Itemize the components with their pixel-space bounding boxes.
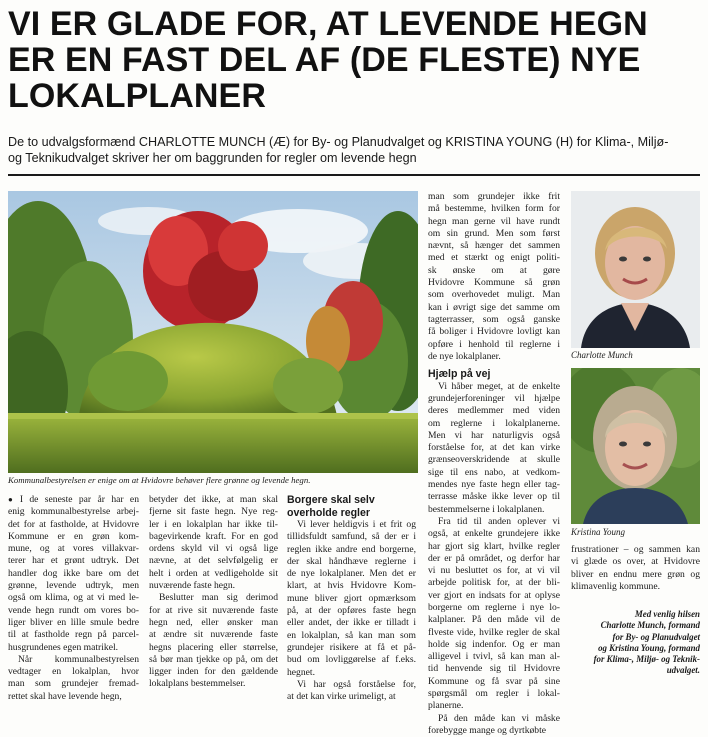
text-line: alligevel i tvivl, så kan man al-: [428, 651, 560, 663]
text-line: Når kommunalbestyrelsen: [18, 653, 139, 665]
text-line: Hvidovre Kommune så grøn: [428, 277, 560, 289]
text-line: bliver en endnu mere grøn og: [571, 568, 700, 580]
text-line: hegnet.: [287, 666, 315, 678]
text-line: få boliger i Hvidovre lovligt kan: [428, 326, 560, 338]
text-line: Vi håber meget, at de enkelte: [438, 380, 560, 392]
text-line: helt i orden at vedligeholde sit: [149, 567, 278, 579]
text-line: deres medlemmer med viden: [428, 405, 560, 417]
headline-line: LOKALPLANER: [8, 77, 266, 115]
lead-line: og Teknikudvalget skriver her om baggrunden for regler om levende hegn: [8, 151, 417, 165]
text-line: tillidsfuldt samfund, så der er i: [287, 531, 416, 543]
text-line: sige til ens nabo, at vedkom-: [428, 466, 560, 478]
signoff-line: for Klima-, Miljø- og Teknik-: [593, 654, 700, 665]
text-line: ● I de seneste par år har en: [8, 494, 139, 505]
text-line: vedtager en lokalplan, hvor: [8, 666, 139, 678]
text-line: terrasse måske ikke lever op til: [428, 491, 560, 503]
signoff-line: Charlotte Munch, formand: [600, 620, 700, 631]
column-3: [287, 494, 416, 703]
text-line: på, at der opføres faste hegn: [287, 605, 416, 617]
text-line: må bestemme, hvilken form for: [428, 203, 560, 215]
text-line: til at fastholde regn på parcel-: [8, 629, 139, 641]
text-line: vi glæde os over, at Hvidovre: [571, 556, 700, 568]
text-line: borgerne om reglerne i nye lo-: [428, 602, 560, 613]
text-line: så bør man tjekke op på, om det: [149, 653, 278, 665]
signoff-line: udvalget.: [666, 665, 700, 676]
text-line: om sin grund. Men som først: [428, 227, 560, 239]
text-line: mendes nye faste hegn eller tag-: [428, 479, 560, 491]
text-line: bestemmelserne i lokalplanen.: [428, 503, 545, 515]
column-2: [149, 494, 278, 691]
signoff-line: og Kristina Young, formand: [598, 642, 700, 653]
lead-line: De to udvalgsformænd CHARLOTTE MUNCH (Æ) for By- og Planudvalget og KRISTINA YOUNG (H) for Klima-, Miljø-: [8, 135, 669, 149]
text-line: kan i øvrigt sige det samme om: [428, 301, 560, 313]
text-line: terer har et grønt udtryk. Det: [8, 555, 139, 567]
text-line: enig kommunalbestyrelse arbej-: [8, 506, 139, 518]
text-line: mune, og at vores villakvar-: [8, 543, 139, 555]
divider: [8, 174, 700, 176]
hedge-photo: [8, 191, 418, 473]
text-line: har gjort sig klart, hvilke regler: [428, 540, 560, 552]
portrait-charlotte-munch: [571, 191, 700, 348]
text-line: hegn ned, eller ønsker man: [149, 616, 278, 628]
text-line: klart, at hvis Hvidovre Kom-: [287, 580, 416, 592]
section-heading: Borgere skal selv overholde regler: [287, 494, 375, 519]
text-line: forståelse for, at det kan virke: [428, 442, 560, 454]
signoff-line: for By- og Planudvalget: [612, 631, 700, 642]
text-line: fjerne sit faste hegn. Nye reg-: [149, 506, 278, 518]
text-line: arbejde politisk for, at der bli-: [428, 577, 560, 589]
text-line: grundejerforeninger vil hjælpe: [428, 392, 560, 404]
text-line: Beslutter man sig derimod: [159, 592, 278, 604]
text-line: det for at fastholde, at Hvidovre: [8, 518, 139, 530]
headline: [8, 6, 698, 114]
text-line: eller andet, der ikke er tilladt i: [287, 617, 416, 629]
text-line: grænseoverskridende at skulle: [428, 454, 560, 466]
text-line: for at rive sit nuværende faste: [149, 604, 278, 616]
text-line: grønne, levende udtryk, men: [8, 580, 139, 592]
text-line: kalplaner. På den måde vil de: [428, 614, 560, 626]
text-line: ordens skyld vil vi også lige: [149, 543, 278, 555]
text-line: de nye lokalplaner. Men det er: [287, 568, 416, 580]
text-line: nuværende faste hegn.: [149, 580, 236, 592]
text-line: nævnt, så hænger det sammen: [428, 240, 560, 252]
text-line: ver gjort en indsats for at oplyse: [428, 589, 560, 601]
text-line: planerne.: [428, 700, 464, 712]
signoff: [582, 609, 700, 677]
text-line: handler dog ikke bare om det: [8, 567, 139, 579]
text-line: flveste vide, hvilke regler de skal: [428, 626, 560, 638]
text-line: hegns placering eller størrelse,: [149, 641, 278, 653]
text-line: Vi lever heldigvis i et frit og: [297, 519, 416, 530]
text-line: forebygge mange og dyrtkøbte: [428, 724, 547, 736]
text-line: også om klima, og at vi med le-: [8, 592, 139, 604]
text-line: som overhovedet muligt. Man: [428, 289, 560, 301]
text-line: betyder det ikke, at man skal: [149, 494, 278, 505]
text-line: ler i en lokalplan har ikke til-: [149, 518, 278, 530]
text-line: mune bliver gjort opmærksom: [287, 592, 416, 604]
text-line: Vi har også forståelse for,: [297, 678, 416, 690]
text-line: de nye lokalplaner.: [428, 350, 501, 362]
photo-caption: Kommunalbestyrelsen er enige om at Hvidovre behøver flere grønne og levende hegn.: [8, 475, 311, 485]
text-line: om reglerne i lokalplanerne.: [428, 417, 560, 429]
text-line: en lokalplan, så kan man som: [287, 629, 416, 641]
text-line: lokalplans bestemmelser.: [149, 678, 246, 690]
text-line: opføre i henhold til reglerne i: [428, 338, 560, 350]
text-line: frustrationer – og sammen kan: [571, 544, 700, 555]
signoff-line: Med venlig hilsen: [634, 609, 700, 619]
text-line: sk ønske om at gøre: [428, 264, 560, 276]
portrait-caption: Kristina Young: [571, 527, 625, 537]
section-heading: Hjælp på vej: [428, 368, 491, 381]
text-line: også, at enkelte grundejere ikke: [428, 528, 560, 540]
text-line: holde sig indenfor. Og er man: [428, 638, 560, 650]
text-line: bagevirkende kraft. For en god: [149, 530, 278, 542]
text-line: bud om lovliggørelse af f.eks.: [287, 654, 416, 666]
text-line: klimavenlig kommune.: [571, 580, 660, 592]
text-line: nævne, at det selvfølgelig er: [149, 555, 278, 567]
text-line: spørgsmål om regler i lokal-: [428, 688, 560, 700]
text-line: med et stærkt og enigt politi-: [428, 252, 560, 264]
text-line: vende hegn rundt om vores bo-: [8, 604, 139, 616]
text-line: husgrundenes egen matrikel.: [8, 641, 119, 653]
text-line: grundejer risikere at få et på-: [287, 641, 416, 653]
text-line: ligger inden for den gældende: [149, 666, 278, 678]
text-line: man som grundejer fremad-: [8, 678, 139, 690]
text-line: På den måde kan vi måske: [438, 712, 560, 724]
text-line: man som grundejer ikke frit: [428, 191, 560, 202]
text-line: Kommune er en grøn kom-: [8, 530, 139, 542]
column-1: [8, 494, 139, 703]
text-line: der skal håndhæve reglerne i: [287, 555, 416, 567]
text-line: vi nu besluttet os for, at vi vil: [428, 565, 560, 577]
column-4: [428, 191, 560, 737]
text-line: at ændre sit nuværende faste: [149, 629, 278, 641]
text-line: reglen ikke andre end borgerne,: [287, 543, 416, 555]
portrait-caption: Charlotte Munch: [571, 350, 633, 360]
text-line: Kommune og få svar på sine: [428, 675, 560, 687]
column-5: [571, 544, 700, 593]
headline-line: VI ER GLADE FOR, AT LEVENDE HEGN: [8, 5, 648, 43]
headline-line: ER EN FAST DEL AF (DE FLESTE) NYE: [8, 41, 641, 79]
portrait-kristina-young: [571, 368, 700, 524]
bullet-icon: ●: [8, 495, 17, 504]
text-line: hegn man gerne vil have rundt: [428, 215, 560, 227]
text-line: Fra tid til anden oplever vi: [438, 515, 560, 527]
text-line: der er på området, og derfor har: [428, 552, 560, 564]
lead-paragraph: [8, 134, 700, 166]
text-line: Men vi har naturligvis også: [428, 429, 560, 441]
text-line: rettet skal have levende hegn,: [8, 690, 122, 702]
text-line: tid henvende sig til Hvidovre: [428, 663, 560, 675]
text-line: at det kan virke urimeligt, at: [287, 691, 396, 703]
text-line: tagterrasser, som også ganske: [428, 313, 560, 325]
text-line: liger bliver en lille smule bedre: [8, 616, 139, 628]
